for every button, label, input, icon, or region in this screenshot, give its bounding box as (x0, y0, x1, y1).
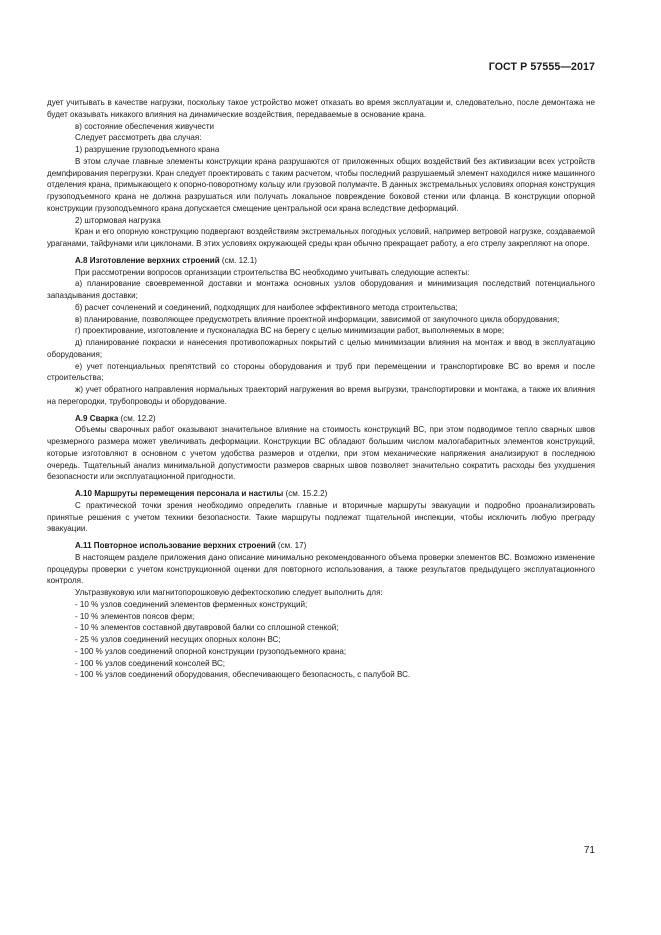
paragraph-a10: С практической точки зрения необходимо определить главные и вторичные маршруты эвакуации и подробно проанализировать принятые решения с учетом техники безопасности. Такие маршруты подлежат тщательной инспекции, чтобы исключить любую преграду эвакуации. (47, 500, 595, 534)
list-item-a8-d: г) проектирование, изготовление и пусконаладка ВС на берегу с целью минимизации работ, выполняемых в море; (75, 326, 505, 336)
list-item-a8-c: в) планирование, позволяющее предусмотреть влияние проектной информации, зависимой от закупочного цикла оборудования; (75, 314, 560, 324)
list-item-a8-g: ж) учет обратного направления нормальных траекторий нагружения во время выгрузки, транспортировки и монтажа, а также их влияния на перегородки, трубопроводы и оборудование. (47, 385, 595, 406)
section-reference: (см. 12.2) (118, 413, 156, 423)
paragraph-a11-testing: Ультразвуковую или магнитопорошковую дефектоскопию следует выполнить для: (75, 588, 383, 597)
list-item: - 25 % узлов соединений несущих опорных колонн ВС; (75, 635, 281, 644)
item-crane-failure: 1) разрушение грузоподъемного крана (75, 145, 220, 154)
section-reference: (см. 17) (275, 541, 307, 550)
paragraph-a8-intro: При рассмотрении вопросов организации строительства ВС необходимо учитывать следующие аспекты: (75, 267, 470, 277)
document-code-header: ГОСТ Р 57555—2017 (488, 61, 595, 73)
section-heading-a10 (47, 488, 595, 500)
list-item: - 100 % узлов соединений консолей ВС; (75, 658, 226, 668)
document-body (47, 97, 595, 681)
section-heading-a11 (47, 540, 595, 552)
section-heading-a8 (47, 255, 595, 267)
section-title: А.11 Повторное использование верхних строений (75, 541, 276, 550)
list-item: - 10 % узлов соединений элементов ферменных конструкций; (75, 599, 308, 609)
paragraph-crane-failure: В этом случае главные элементы конструкции крана разрушаются от приложенных общих воздействий без активизации всех устройств демпфирования перегрузки. Кран следует проектировать с таким расчетом, чтобы последний разрушаемый элемент находился ниже машинного отделения крана, примыкающего к опорно-поворотному кольцу или грузовой полумачте. В данных экстремальных условиях опорная конструкция грузоподъемного крана не должна разрушаться или получать локальное повреждение боковой стенки или фланца. В конструкции опорной конструкции грузоподъемного крана допускается смещение центральной оси крана вследствие деформаций. (47, 156, 595, 213)
list-item: - 100 % узлов соединений оборудования, обеспечивающего безопасность, с палубой ВС. (75, 670, 411, 680)
section-title: А.8 Изготовление верхних строений (75, 255, 220, 265)
page-number: 71 (583, 845, 595, 856)
paragraph-two-cases: Следует рассмотреть два случая: (75, 133, 202, 143)
paragraph-continuation: дует учитывать в качестве нагрузки, поскольку такое устройство может отказать во время эксплуатации и, следовательно, после демонтажа не будет оказывать никакого влияния на динамические воздействия, передаваемые в основание крана. (47, 98, 595, 119)
list-item-a8-b: б) расчет сочленений и соединений, подходящих для наиболее эффективного метода строительства; (75, 302, 458, 312)
item-survivability: в) состояние обеспечения живучести (75, 121, 215, 131)
list-item-a8-e: д) планирование покраски и нанесения противопожарных покрытий с целью минимизации влияния на монтаж и ввод в эксплуатацию оборудования; (47, 338, 595, 359)
paragraph-a11: В настоящем разделе приложения дано описание минимально рекомендованного объема проверки элементов ВС. Возможно изменение процедуры проверки с учетом конструкционной оценки для повторного использования, а также результатов предыдущего эксплуатационного контроля. (47, 552, 595, 586)
list-item: - 10 % элементов составной двутавровой балки со сплошной стенкой; (75, 623, 339, 633)
paragraph-a9: Объемы сварочных работ оказывают значительное влияние на стоимость конструкций ВС, при этом подводимое тепло сварных швов чрезмерного размера может увеличивать деформации. Конструкции ВС обладают большим числом малогабаритных элементов конструкций, которые изготовляют в основном с учетом удобства размеров и отделки, при этом механические напряжения анализируют в последнюю очередь. Тщательный анализ минимальной допустимости размеров сварных швов позволяет значительно сократить расходы без ухудшения безопасности или эксплуатационной пригодности. (47, 425, 595, 482)
list-item: - 10 % элементов поясов ферм; (75, 611, 195, 621)
section-reference: (см. 12.1) (219, 255, 257, 265)
item-storm-load: 2) штормовая нагрузка (75, 215, 161, 225)
section-heading-a9 (47, 413, 595, 425)
section-title: А.10 Маршруты перемещения персонала и настилы (75, 489, 284, 498)
list-item: - 100 % узлов соединений опорной конструкции грузоподъемного крана; (75, 646, 347, 656)
list-item-a8-a: а) планирование своевременной доставки и монтажа основных узлов оборудования и минимизация последствий потенциального запаздывания доставки; (47, 279, 595, 300)
paragraph-storm-load: Кран и его опорную конструкцию подвергают воздействиям экстремальных погодных условий, например ветровой нагрузке, создаваемой ураганами, тайфунами или циклонами. В этих условиях окружающей среды кран обычно прекращает работу, а его стрелу закрепляют на опоре. (47, 227, 595, 248)
list-item-a8-f: е) учет потенциальных препятствий со стороны оборудования и труб при перемещении и транспортировке ВС во время и после строительства; (47, 361, 595, 383)
section-reference: (см. 15.2.2) (283, 489, 328, 498)
section-title: А.9 Сварка (75, 413, 119, 423)
